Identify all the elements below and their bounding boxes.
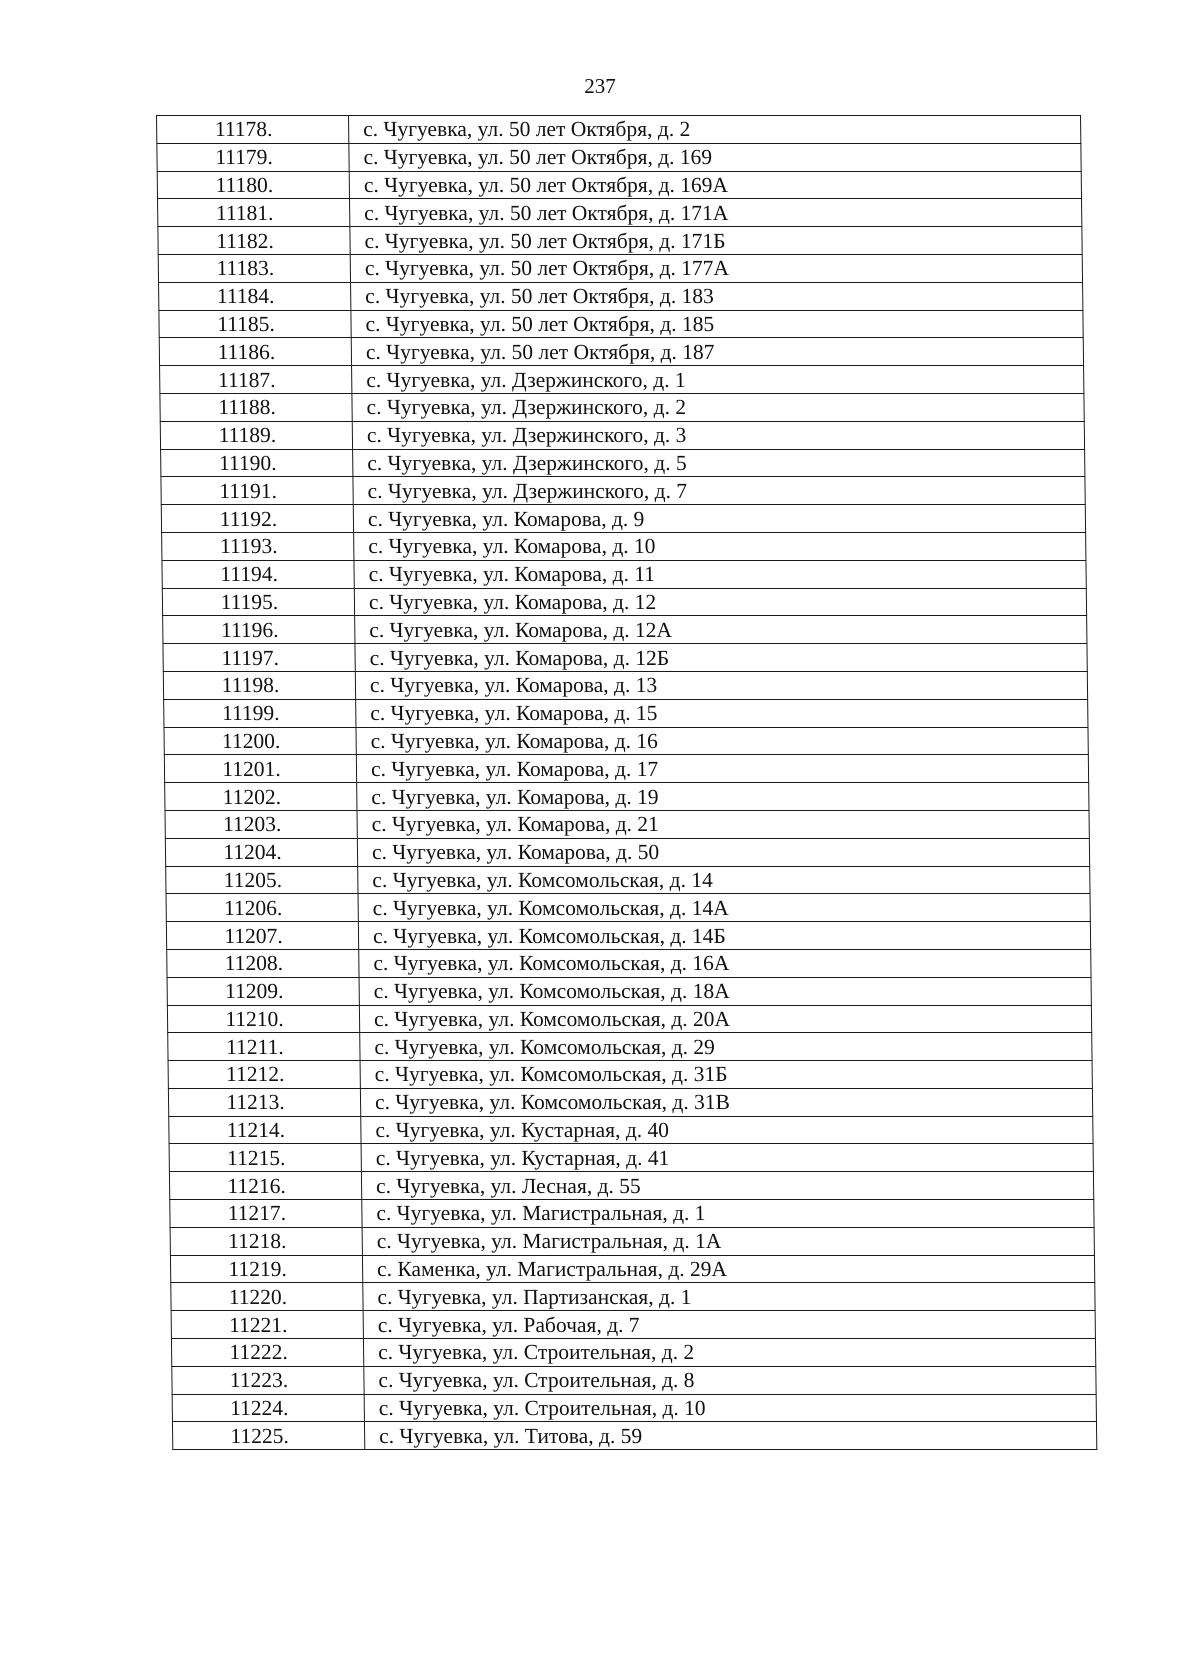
row-number: 11184. <box>159 282 351 310</box>
row-number: 11217. <box>170 1200 362 1228</box>
table-row <box>164 727 1088 755</box>
table-row <box>162 532 1086 560</box>
row-number: 11218. <box>170 1227 362 1255</box>
table-row <box>159 338 1083 366</box>
row-address: с. Чугуевка, ул. Дзержинского, д. 2 <box>352 393 1084 421</box>
table-row <box>159 310 1083 338</box>
table-row <box>158 199 1082 227</box>
table-row <box>163 616 1087 644</box>
row-number: 11187. <box>160 366 352 394</box>
table-row <box>166 894 1090 922</box>
row-number: 11183. <box>158 254 350 282</box>
row-address: с. Чугуевка, ул. 50 лет Октября, д. 171А <box>350 199 1082 227</box>
row-address: с. Чугуевка, ул. Кустарная, д. 41 <box>361 1144 1093 1172</box>
table-row <box>163 644 1087 672</box>
row-number: 11221. <box>171 1311 363 1339</box>
row-number: 11182. <box>158 227 350 255</box>
row-address: с. Каменка, ул. Магистральная, д. 29А <box>362 1255 1094 1283</box>
row-address: с. Чугуевка, ул. Комарова, д. 21 <box>357 810 1089 838</box>
row-number: 11224. <box>172 1394 364 1422</box>
row-number: 11205. <box>166 866 358 894</box>
page-number: 237 <box>584 74 616 98</box>
row-address: с. Чугуевка, ул. Комарова, д. 15 <box>356 699 1088 727</box>
row-number: 11190. <box>161 449 353 477</box>
row-number: 11180. <box>157 171 349 199</box>
table-row <box>168 1033 1092 1061</box>
row-address: с. Чугуевка, ул. Комсомольская, д. 18А <box>359 977 1091 1005</box>
table-row <box>171 1283 1095 1311</box>
table-row <box>170 1200 1094 1228</box>
row-address: с. Чугуевка, ул. Комарова, д. 19 <box>357 783 1089 811</box>
address-table <box>156 115 1097 1450</box>
row-number: 11207. <box>166 922 358 950</box>
table-row <box>158 254 1082 282</box>
table-row <box>158 227 1082 255</box>
row-address: с. Чугуевка, ул. Строительная, д. 8 <box>364 1366 1096 1394</box>
row-number: 11216. <box>169 1172 361 1200</box>
row-address: с. Чугуевка, ул. Партизанская, д. 1 <box>363 1283 1095 1311</box>
table-row <box>161 449 1085 477</box>
row-number: 11196. <box>163 616 355 644</box>
row-address: с. Чугуевка, ул. 50 лет Октября, д. 177А <box>350 254 1082 282</box>
row-number: 11203. <box>165 810 357 838</box>
row-number: 11189. <box>160 421 352 449</box>
table-row <box>168 1061 1092 1089</box>
row-address: с. Чугуевка, ул. Титова, д. 59 <box>364 1422 1096 1450</box>
row-number: 11179. <box>157 143 349 171</box>
row-address: с. Чугуевка, ул. Комарова, д. 9 <box>353 505 1085 533</box>
row-number: 11223. <box>172 1366 364 1394</box>
row-address: с. Чугуевка, ул. Комарова, д. 10 <box>354 532 1086 560</box>
row-number: 11211. <box>168 1033 360 1061</box>
row-number: 11194. <box>162 560 354 588</box>
row-address: с. Чугуевка, ул. Комарова, д. 12 <box>354 588 1086 616</box>
row-address: с. Чугуевка, ул. 50 лет Октября, д. 185 <box>351 310 1083 338</box>
row-number: 11188. <box>160 393 352 421</box>
row-address: с. Чугуевка, ул. 50 лет Октября, д. 169А <box>349 171 1081 199</box>
row-number: 11204. <box>165 838 357 866</box>
row-number: 11185. <box>159 310 351 338</box>
table-row <box>167 1005 1091 1033</box>
table-row <box>170 1255 1094 1283</box>
address-table-body <box>157 116 1097 1450</box>
row-number: 11191. <box>161 477 353 505</box>
row-number: 11195. <box>162 588 354 616</box>
row-number: 11201. <box>164 755 356 783</box>
row-address: с. Чугуевка, ул. 50 лет Октября, д. 169 <box>349 143 1081 171</box>
table-row <box>172 1422 1096 1450</box>
row-number: 11208. <box>167 949 359 977</box>
table-row <box>169 1144 1093 1172</box>
row-number: 11186. <box>159 338 351 366</box>
row-address: с. Чугуевка, ул. Комарова, д. 16 <box>356 727 1088 755</box>
row-address: с. Чугуевка, ул. Кустарная, д. 40 <box>361 1116 1093 1144</box>
row-address: с. Чугуевка, ул. 50 лет Октября, д. 187 <box>351 338 1083 366</box>
table-row <box>162 588 1086 616</box>
row-address: с. Чугуевка, ул. Комсомольская, д. 14А <box>358 894 1090 922</box>
table-row <box>159 282 1083 310</box>
row-number: 11220. <box>171 1283 363 1311</box>
table-row <box>165 838 1089 866</box>
row-address: с. Чугуевка, ул. Дзержинского, д. 5 <box>353 449 1085 477</box>
row-address: с. Чугуевка, ул. Комсомольская, д. 20А <box>359 1005 1091 1033</box>
table-row <box>168 1088 1092 1116</box>
row-number: 11225. <box>172 1422 364 1450</box>
table-row <box>161 505 1085 533</box>
row-address: с. Чугуевка, ул. 50 лет Октября, д. 171Б <box>350 227 1082 255</box>
table-row <box>160 366 1084 394</box>
table-row <box>165 783 1089 811</box>
table-row <box>164 699 1088 727</box>
table-row <box>162 560 1086 588</box>
row-address: с. Чугуевка, ул. Комсомольская, д. 31В <box>360 1088 1092 1116</box>
row-address: с. Чугуевка, ул. Дзержинского, д. 1 <box>352 366 1084 394</box>
table-row <box>157 171 1081 199</box>
row-number: 11199. <box>164 699 356 727</box>
row-number: 11213. <box>168 1088 360 1116</box>
row-address: с. Чугуевка, ул. 50 лет Октября, д. 183 <box>351 282 1083 310</box>
row-number: 11193. <box>162 532 354 560</box>
row-address: с. Чугуевка, ул. Комсомольская, д. 16А <box>359 949 1091 977</box>
row-number: 11198. <box>163 671 355 699</box>
row-address: с. Чугуевка, ул. Комарова, д. 50 <box>357 838 1089 866</box>
row-number: 11215. <box>169 1144 361 1172</box>
table-row <box>167 977 1091 1005</box>
row-number: 11219. <box>170 1255 362 1283</box>
row-number: 11202. <box>165 783 357 811</box>
table-row <box>166 866 1090 894</box>
row-number: 11214. <box>169 1116 361 1144</box>
table-row <box>163 671 1087 699</box>
table-row <box>169 1172 1093 1200</box>
row-address: с. Чугуевка, ул. Комарова, д. 11 <box>354 560 1086 588</box>
table-row <box>172 1366 1096 1394</box>
table-row <box>165 810 1089 838</box>
table-row <box>170 1227 1094 1255</box>
table-row <box>171 1339 1095 1367</box>
row-number: 11222. <box>171 1339 363 1367</box>
table-row <box>171 1311 1095 1339</box>
row-address: с. Чугуевка, ул. Комарова, д. 17 <box>356 755 1088 783</box>
row-address: с. Чугуевка, ул. 50 лет Октября, д. 2 <box>349 116 1081 144</box>
row-address: с. Чугуевка, ул. Комсомольская, д. 31Б <box>360 1061 1092 1089</box>
table-row <box>164 755 1088 783</box>
row-address: с. Чугуевка, ул. Дзержинского, д. 3 <box>352 421 1084 449</box>
table-row <box>161 477 1085 505</box>
table-row <box>169 1116 1093 1144</box>
row-number: 11206. <box>166 894 358 922</box>
row-address: с. Чугуевка, ул. Комарова, д. 12Б <box>355 644 1087 672</box>
row-number: 11200. <box>164 727 356 755</box>
row-address: с. Чугуевка, ул. Комарова, д. 12А <box>355 616 1087 644</box>
table-row <box>166 922 1090 950</box>
row-address: с. Чугуевка, ул. Магистральная, д. 1А <box>362 1227 1094 1255</box>
table-row <box>160 421 1084 449</box>
row-address: с. Чугуевка, ул. Комсомольская, д. 14Б <box>358 922 1090 950</box>
row-address: с. Чугуевка, ул. Рабочая, д. 7 <box>363 1311 1095 1339</box>
row-address: с. Чугуевка, ул. Строительная, д. 2 <box>363 1339 1095 1367</box>
row-number: 11192. <box>161 505 353 533</box>
row-number: 11212. <box>168 1061 360 1089</box>
row-address: с. Чугуевка, ул. Комсомольская, д. 14 <box>358 866 1090 894</box>
row-address: с. Чугуевка, ул. Лесная, д. 55 <box>361 1172 1093 1200</box>
row-address: с. Чугуевка, ул. Комарова, д. 13 <box>355 671 1087 699</box>
row-number: 11209. <box>167 977 359 1005</box>
row-address: с. Чугуевка, ул. Строительная, д. 10 <box>364 1394 1096 1422</box>
table-row <box>157 116 1081 144</box>
row-address: с. Чугуевка, ул. Магистральная, д. 1 <box>362 1200 1094 1228</box>
row-number: 11197. <box>163 644 355 672</box>
row-number: 11181. <box>158 199 350 227</box>
row-address: с. Чугуевка, ул. Комсомольская, д. 29 <box>360 1033 1092 1061</box>
row-number: 11178. <box>157 116 349 144</box>
table-row <box>157 143 1081 171</box>
table-row <box>167 949 1091 977</box>
table-row <box>160 393 1084 421</box>
row-number: 11210. <box>167 1005 359 1033</box>
row-address: с. Чугуевка, ул. Дзержинского, д. 7 <box>353 477 1085 505</box>
table-row <box>172 1394 1096 1422</box>
